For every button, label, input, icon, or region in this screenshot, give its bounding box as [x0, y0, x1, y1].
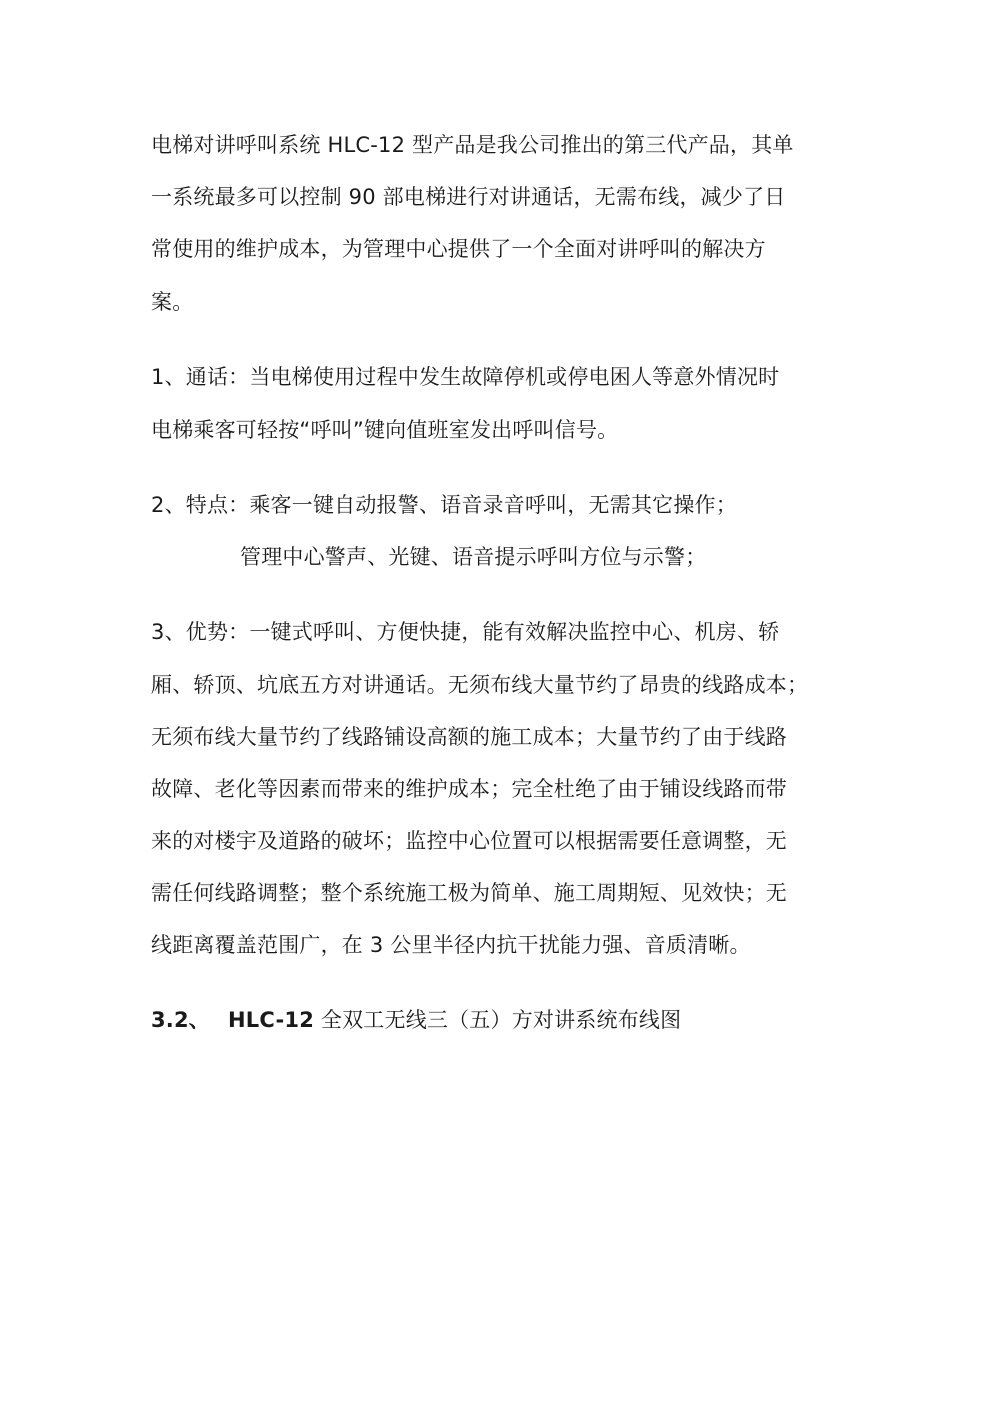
item3-line-4: 故障、老化等因素而带来的维护成本；完全杜绝了由于铺设线路而带 — [151, 777, 787, 801]
item3-line-5: 来的对楼宇及道路的破坏；监控中心位置可以根据需要任意调整，无 — [151, 829, 787, 853]
intro-line-1: 电梯对讲呼叫系统 HLC-12 型产品是我公司推出的第三代产品，其单 — [151, 133, 794, 157]
section-number: 3.2、 — [151, 1008, 211, 1032]
item3-line-6: 需任何线路调整；整个系统施工极为简单、施工周期短、见效快；无 — [151, 881, 787, 905]
item1-line-2: 电梯乘客可轻按“呼叫”键向值班室发出呼叫信号。 — [151, 418, 619, 442]
intro-line-3: 常使用的维护成本，为管理中心提供了一个全面对讲呼叫的解决方 — [151, 237, 766, 261]
intro-line-2: 一系统最多可以控制 90 部电梯进行对讲通话，无需布线，减少了日 — [151, 185, 786, 209]
item3-line-1: 3、优势：一键式呼叫、方便快捷，能有效解决监控中心、机房、轿 — [151, 620, 780, 644]
section-model: HLC-12 — [228, 1008, 315, 1032]
item1-line-1: 1、通话：当电梯使用过程中发生故障停机或停电困人等意外情况时 — [151, 365, 780, 389]
item2-line-2: 管理中心警声、光键、语音提示呼叫方位与示警； — [240, 545, 707, 569]
section-heading — [151, 1006, 851, 1034]
item2-line-1: 2、特点：乘客一键自动报警、语音录音呼叫，无需其它操作； — [151, 493, 737, 517]
item3-line-3: 无须布线大量节约了线路铺设高额的施工成本；大量节约了由于线路 — [151, 725, 787, 749]
section-title: 全双工无线三（五）方对讲系统布线图 — [314, 1008, 682, 1032]
item3-line-2: 厢、轿顶、坑底五方对讲通话。无须布线大量节约了昂贵的线路成本； — [151, 673, 809, 697]
intro-line-4: 案。 — [151, 290, 194, 314]
item3-line-7: 线距离覆盖范围广，在 3 公里半径内抗干扰能力强、音质清晰。 — [151, 933, 751, 957]
